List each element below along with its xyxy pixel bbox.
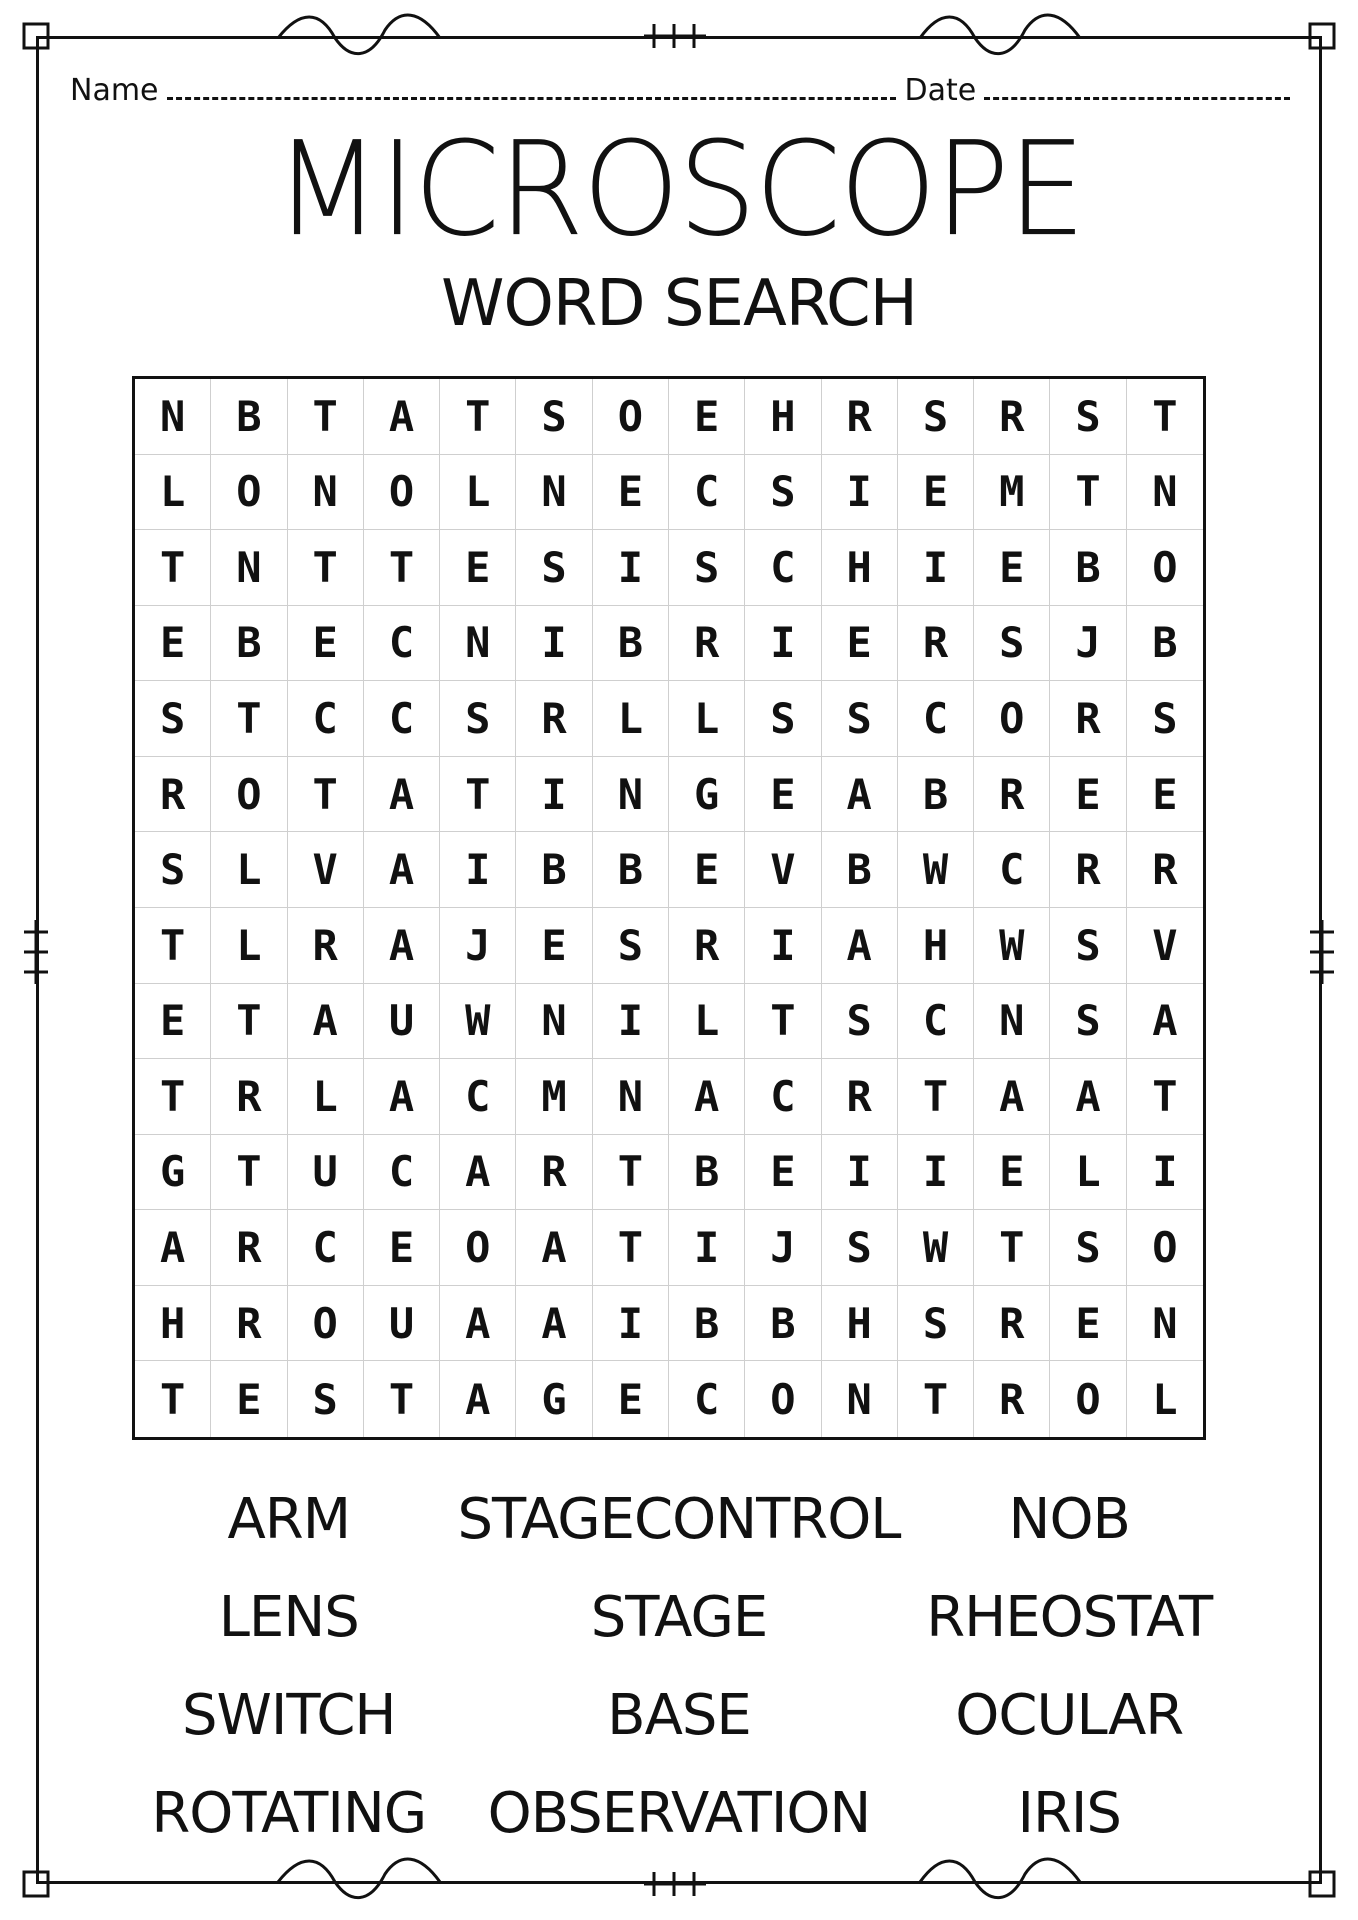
grid-cell[interactable]: B	[593, 606, 669, 682]
grid-cell[interactable]: N	[440, 606, 516, 682]
grid-cell[interactable]: V	[745, 832, 821, 908]
grid-cell[interactable]: E	[135, 606, 211, 682]
grid-cell[interactable]: E	[745, 1135, 821, 1211]
grid-cell[interactable]: R	[288, 908, 364, 984]
grid-cell[interactable]: E	[898, 455, 974, 531]
grid-cell[interactable]: E	[288, 606, 364, 682]
grid-cell[interactable]: T	[440, 379, 516, 455]
grid-cell[interactable]: S	[822, 681, 898, 757]
word-list-item: ARM	[227, 1486, 351, 1552]
grid-cell[interactable]: T	[898, 1361, 974, 1437]
word-list-item: STAGECONTROL	[457, 1486, 901, 1552]
grid-cell[interactable]: S	[516, 530, 592, 606]
grid-cell[interactable]: C	[669, 1361, 745, 1437]
grid-cell[interactable]: T	[288, 530, 364, 606]
grid-cell[interactable]: N	[593, 757, 669, 833]
grid-cell[interactable]: T	[211, 984, 287, 1060]
grid-cell[interactable]: A	[440, 1361, 516, 1437]
grid-cell[interactable]: T	[593, 1210, 669, 1286]
grid-cell[interactable]: A	[516, 1210, 592, 1286]
grid-cell[interactable]: R	[898, 606, 974, 682]
grid-cell[interactable]: B	[1050, 530, 1126, 606]
grid-cell[interactable]: N	[516, 455, 592, 531]
grid-cell[interactable]: L	[669, 681, 745, 757]
word-list-item: BASE	[607, 1682, 751, 1748]
grid-cell[interactable]: B	[745, 1286, 821, 1362]
page-title: MICROSCOPE	[274, 114, 1084, 266]
grid-cell[interactable]: I	[593, 984, 669, 1060]
grid-cell[interactable]: S	[288, 1361, 364, 1437]
grid-cell[interactable]: T	[211, 1135, 287, 1211]
grid-cell[interactable]: L	[1050, 1135, 1126, 1211]
grid-cell[interactable]: L	[1152, 1374, 1178, 1424]
grid-cell[interactable]: A	[822, 908, 898, 984]
grid-cell[interactable]: A	[364, 379, 440, 455]
grid-cell[interactable]: E	[1050, 757, 1126, 833]
word-list	[120, 1470, 1238, 1850]
grid-cell[interactable]: O	[211, 757, 287, 833]
grid-cell[interactable]: T	[440, 757, 516, 833]
grid-cell[interactable]: T	[288, 757, 364, 833]
grid-cell[interactable]: H	[822, 530, 898, 606]
word-search-grid	[132, 376, 1206, 1440]
grid-cell[interactable]: C	[364, 606, 440, 682]
word-list-item: NOB	[1008, 1486, 1130, 1552]
grid-cell[interactable]: S	[822, 984, 898, 1060]
grid-cell[interactable]: U	[364, 1286, 440, 1362]
grid-cell[interactable]: O	[745, 1361, 821, 1437]
date-label: Date	[904, 73, 977, 108]
grid-cell[interactable]: L	[669, 984, 745, 1060]
grid-cell[interactable]: L	[593, 681, 669, 757]
grid-cell[interactable]: R	[974, 379, 1050, 455]
grid-cell[interactable]: R	[135, 757, 211, 833]
grid-cell[interactable]: T	[364, 1361, 440, 1437]
grid-cell[interactable]: B	[898, 757, 974, 833]
grid-cell[interactable]: B	[211, 379, 287, 455]
grid-cell[interactable]: L	[288, 1059, 364, 1135]
grid-cell[interactable]: O	[211, 455, 287, 531]
grid-cell[interactable]: R	[516, 681, 592, 757]
grid-cell[interactable]: R	[974, 1286, 1050, 1362]
grid-cell[interactable]: L	[440, 455, 516, 531]
grid-cell[interactable]: H	[745, 379, 821, 455]
grid-cell[interactable]: A	[440, 1286, 516, 1362]
grid-cell[interactable]: M	[974, 455, 1050, 531]
grid-cell[interactable]: I	[1127, 1135, 1203, 1211]
grid-cell[interactable]: C	[288, 1210, 364, 1286]
grid-cell[interactable]: A	[440, 1135, 516, 1211]
grid-cell[interactable]: T	[288, 379, 364, 455]
grid-cell[interactable]: E	[669, 379, 745, 455]
grid-cell[interactable]: J	[440, 908, 516, 984]
grid-cell[interactable]: L	[211, 832, 287, 908]
grid-cell[interactable]: S	[135, 681, 211, 757]
grid-cell[interactable]: I	[440, 832, 516, 908]
grid-cell[interactable]: I	[745, 606, 821, 682]
grid-cell[interactable]: T	[364, 530, 440, 606]
grid-cell[interactable]: C	[898, 984, 974, 1060]
grid-cell[interactable]: I	[593, 530, 669, 606]
grid-cell[interactable]: T	[898, 1059, 974, 1135]
grid-cell[interactable]: A	[1050, 1059, 1126, 1135]
grid-cell[interactable]: R	[1050, 832, 1126, 908]
page-subtitle: WORD SEARCH	[441, 267, 917, 341]
grid-cell[interactable]: S	[593, 908, 669, 984]
grid-cell[interactable]: T	[135, 908, 211, 984]
grid-cell[interactable]: G	[516, 1361, 592, 1437]
grid-cell[interactable]: A	[669, 1059, 745, 1135]
grid-cell[interactable]: T	[1050, 455, 1126, 531]
grid-cell[interactable]: G	[135, 1135, 211, 1211]
grid-cell[interactable]: B	[516, 832, 592, 908]
grid-cell[interactable]: N	[1127, 1286, 1203, 1362]
grid-cell[interactable]: B	[822, 832, 898, 908]
grid-cell[interactable]: I	[516, 606, 592, 682]
grid-cell[interactable]: E	[364, 1210, 440, 1286]
grid-cell[interactable]: R	[516, 1135, 592, 1211]
grid-cell[interactable]: A	[974, 1059, 1050, 1135]
grid-cell[interactable]: O	[1127, 530, 1203, 606]
grid-cell[interactable]: N	[288, 455, 364, 531]
grid-cell[interactable]: A	[135, 1210, 211, 1286]
grid-cell[interactable]: E	[974, 1135, 1050, 1211]
grid-cell[interactable]: H	[822, 1286, 898, 1362]
grid-cell[interactable]: N	[516, 984, 592, 1060]
grid-cell[interactable]: R	[211, 1059, 287, 1135]
grid-cell[interactable]: J	[745, 1210, 821, 1286]
grid-cell[interactable]: E	[1050, 1286, 1126, 1362]
grid-cell[interactable]: O	[1050, 1361, 1126, 1437]
grid-cell[interactable]: W	[440, 984, 516, 1060]
grid-cell[interactable]: T	[1127, 1059, 1203, 1135]
grid-cell[interactable]: R	[211, 1286, 287, 1362]
grid-cell[interactable]: S	[1050, 984, 1126, 1060]
grid-cell[interactable]: C	[745, 1059, 821, 1135]
grid-cell[interactable]: C	[364, 1135, 440, 1211]
grid-cell[interactable]: N	[211, 530, 287, 606]
grid-cell[interactable]: C	[974, 832, 1050, 908]
grid-cell[interactable]: T	[135, 1059, 211, 1135]
grid-cell[interactable]: E	[974, 530, 1050, 606]
word-list-item: RHEOSTAT	[926, 1584, 1213, 1650]
grid-cell[interactable]: O	[593, 379, 669, 455]
grid-cell[interactable]: I	[898, 530, 974, 606]
grid-cell[interactable]: V	[1127, 908, 1203, 984]
grid-cell[interactable]: I	[745, 908, 821, 984]
grid-cell[interactable]: E	[1127, 757, 1203, 833]
grid-cell[interactable]: E	[669, 832, 745, 908]
grid-cell[interactable]: I	[669, 1210, 745, 1286]
word-list-item: SWITCH	[181, 1682, 396, 1748]
grid-cell[interactable]: S	[516, 379, 592, 455]
grid-cell[interactable]: A	[364, 757, 440, 833]
grid-cell[interactable]: N	[1127, 455, 1203, 531]
word-list-item: IRIS	[1017, 1780, 1121, 1846]
grid-cell[interactable]: A	[288, 984, 364, 1060]
grid-cell[interactable]: E	[211, 1361, 287, 1437]
grid-cell[interactable]: J	[1050, 606, 1126, 682]
grid-cell[interactable]: C	[364, 681, 440, 757]
grid-cell[interactable]: S	[745, 455, 821, 531]
grid-cell[interactable]: E	[516, 908, 592, 984]
grid-cell[interactable]: N	[135, 379, 211, 455]
grid-cell[interactable]: E	[745, 757, 821, 833]
grid-cell[interactable]: R	[974, 757, 1050, 833]
grid-cell[interactable]: E	[822, 606, 898, 682]
grid-cell[interactable]: R	[1050, 681, 1126, 757]
grid-cell[interactable]: T	[593, 1135, 669, 1211]
word-list-item: OBSERVATION	[487, 1780, 871, 1846]
grid-cell[interactable]: T	[135, 530, 211, 606]
grid-cell[interactable]: U	[288, 1135, 364, 1211]
grid-cell[interactable]: R	[669, 606, 745, 682]
grid-cell[interactable]: W	[898, 1210, 974, 1286]
grid-cell[interactable]: T	[135, 1361, 211, 1437]
grid-cell[interactable]: O	[440, 1210, 516, 1286]
grid-cell[interactable]: B	[593, 832, 669, 908]
grid-cell[interactable]: N	[593, 1059, 669, 1135]
grid-cell[interactable]: S	[822, 1210, 898, 1286]
grid-cell[interactable]: A	[364, 832, 440, 908]
grid-cell[interactable]: S	[669, 530, 745, 606]
grid-cell[interactable]: S	[1127, 681, 1203, 757]
grid-cell[interactable]: S	[898, 379, 974, 455]
grid-cell[interactable]: M	[516, 1059, 592, 1135]
grid-cell[interactable]: I	[593, 1286, 669, 1362]
word-list-item: STAGE	[590, 1584, 768, 1650]
grid-cell[interactable]: N	[974, 984, 1050, 1060]
grid-cell[interactable]: C	[288, 681, 364, 757]
grid-cell[interactable]: E	[135, 984, 211, 1060]
name-label: Name	[70, 73, 159, 108]
grid-cell[interactable]: I	[516, 757, 592, 833]
grid-cell[interactable]: W	[898, 832, 974, 908]
date-field[interactable]	[984, 97, 1290, 100]
grid-cell[interactable]: I	[822, 1135, 898, 1211]
grid-cell[interactable]: B	[1127, 606, 1203, 682]
grid-cell[interactable]: A	[822, 757, 898, 833]
grid-cell[interactable]: R	[822, 379, 898, 455]
grid-cell[interactable]: S	[1050, 908, 1126, 984]
grid-cell[interactable]: A	[1127, 984, 1203, 1060]
grid-cell[interactable]: S	[745, 681, 821, 757]
grid-cell[interactable]: S	[440, 681, 516, 757]
grid-cell[interactable]: C	[669, 455, 745, 531]
grid-cell[interactable]: B	[669, 1286, 745, 1362]
grid-cell[interactable]: C	[898, 681, 974, 757]
grid-cell[interactable]: S	[1050, 1210, 1126, 1286]
grid-cell[interactable]: T	[1127, 379, 1203, 455]
word-list-item: LENS	[218, 1584, 359, 1650]
grid-cell[interactable]: C	[745, 530, 821, 606]
grid-cell[interactable]: G	[669, 757, 745, 833]
grid-cell[interactable]: H	[135, 1286, 211, 1362]
grid-cell[interactable]: O	[1127, 1210, 1203, 1286]
grid-cell[interactable]: R	[211, 1210, 287, 1286]
word-list-item: OCULAR	[955, 1682, 1184, 1748]
grid-cell[interactable]: B	[669, 1135, 745, 1211]
grid-cell[interactable]: E	[593, 455, 669, 531]
grid-cell[interactable]: S	[1050, 379, 1126, 455]
grid-cell[interactable]: R	[669, 908, 745, 984]
grid-cell[interactable]: A	[516, 1286, 592, 1362]
grid-cell[interactable]: S	[898, 1286, 974, 1362]
grid-cell[interactable]: V	[288, 832, 364, 908]
grid-cell[interactable]: C	[440, 1059, 516, 1135]
grid-cell[interactable]: R	[822, 1059, 898, 1135]
grid-cell[interactable]: T	[974, 1210, 1050, 1286]
grid-cell[interactable]: E	[440, 530, 516, 606]
name-date-line	[70, 68, 1290, 108]
grid-cell[interactable]: T	[745, 984, 821, 1060]
grid-cell[interactable]: W	[974, 908, 1050, 984]
grid-cell[interactable]: T	[211, 681, 287, 757]
grid-cell[interactable]: S	[135, 832, 211, 908]
name-field[interactable]	[167, 97, 897, 100]
grid-cell[interactable]: A	[364, 908, 440, 984]
word-list-item: ROTATING	[151, 1780, 427, 1846]
grid-cell[interactable]: O	[974, 681, 1050, 757]
grid-cell[interactable]: N	[822, 1361, 898, 1437]
grid-cell[interactable]: O	[364, 455, 440, 531]
grid-cell[interactable]: O	[288, 1286, 364, 1362]
grid-cell[interactable]: I	[898, 1135, 974, 1211]
grid-cell[interactable]: L	[135, 455, 211, 531]
grid-cell[interactable]: A	[364, 1059, 440, 1135]
grid-cell[interactable]: B	[211, 606, 287, 682]
grid-cell[interactable]: R	[1127, 832, 1203, 908]
grid-cell[interactable]: H	[898, 908, 974, 984]
grid-cell[interactable]: L	[211, 908, 287, 984]
grid-cell[interactable]: I	[822, 455, 898, 531]
grid-cell[interactable]: E	[593, 1361, 669, 1437]
grid-cell[interactable]: U	[364, 984, 440, 1060]
grid-cell[interactable]: R	[974, 1361, 1050, 1437]
grid-cell[interactable]: S	[974, 606, 1050, 682]
